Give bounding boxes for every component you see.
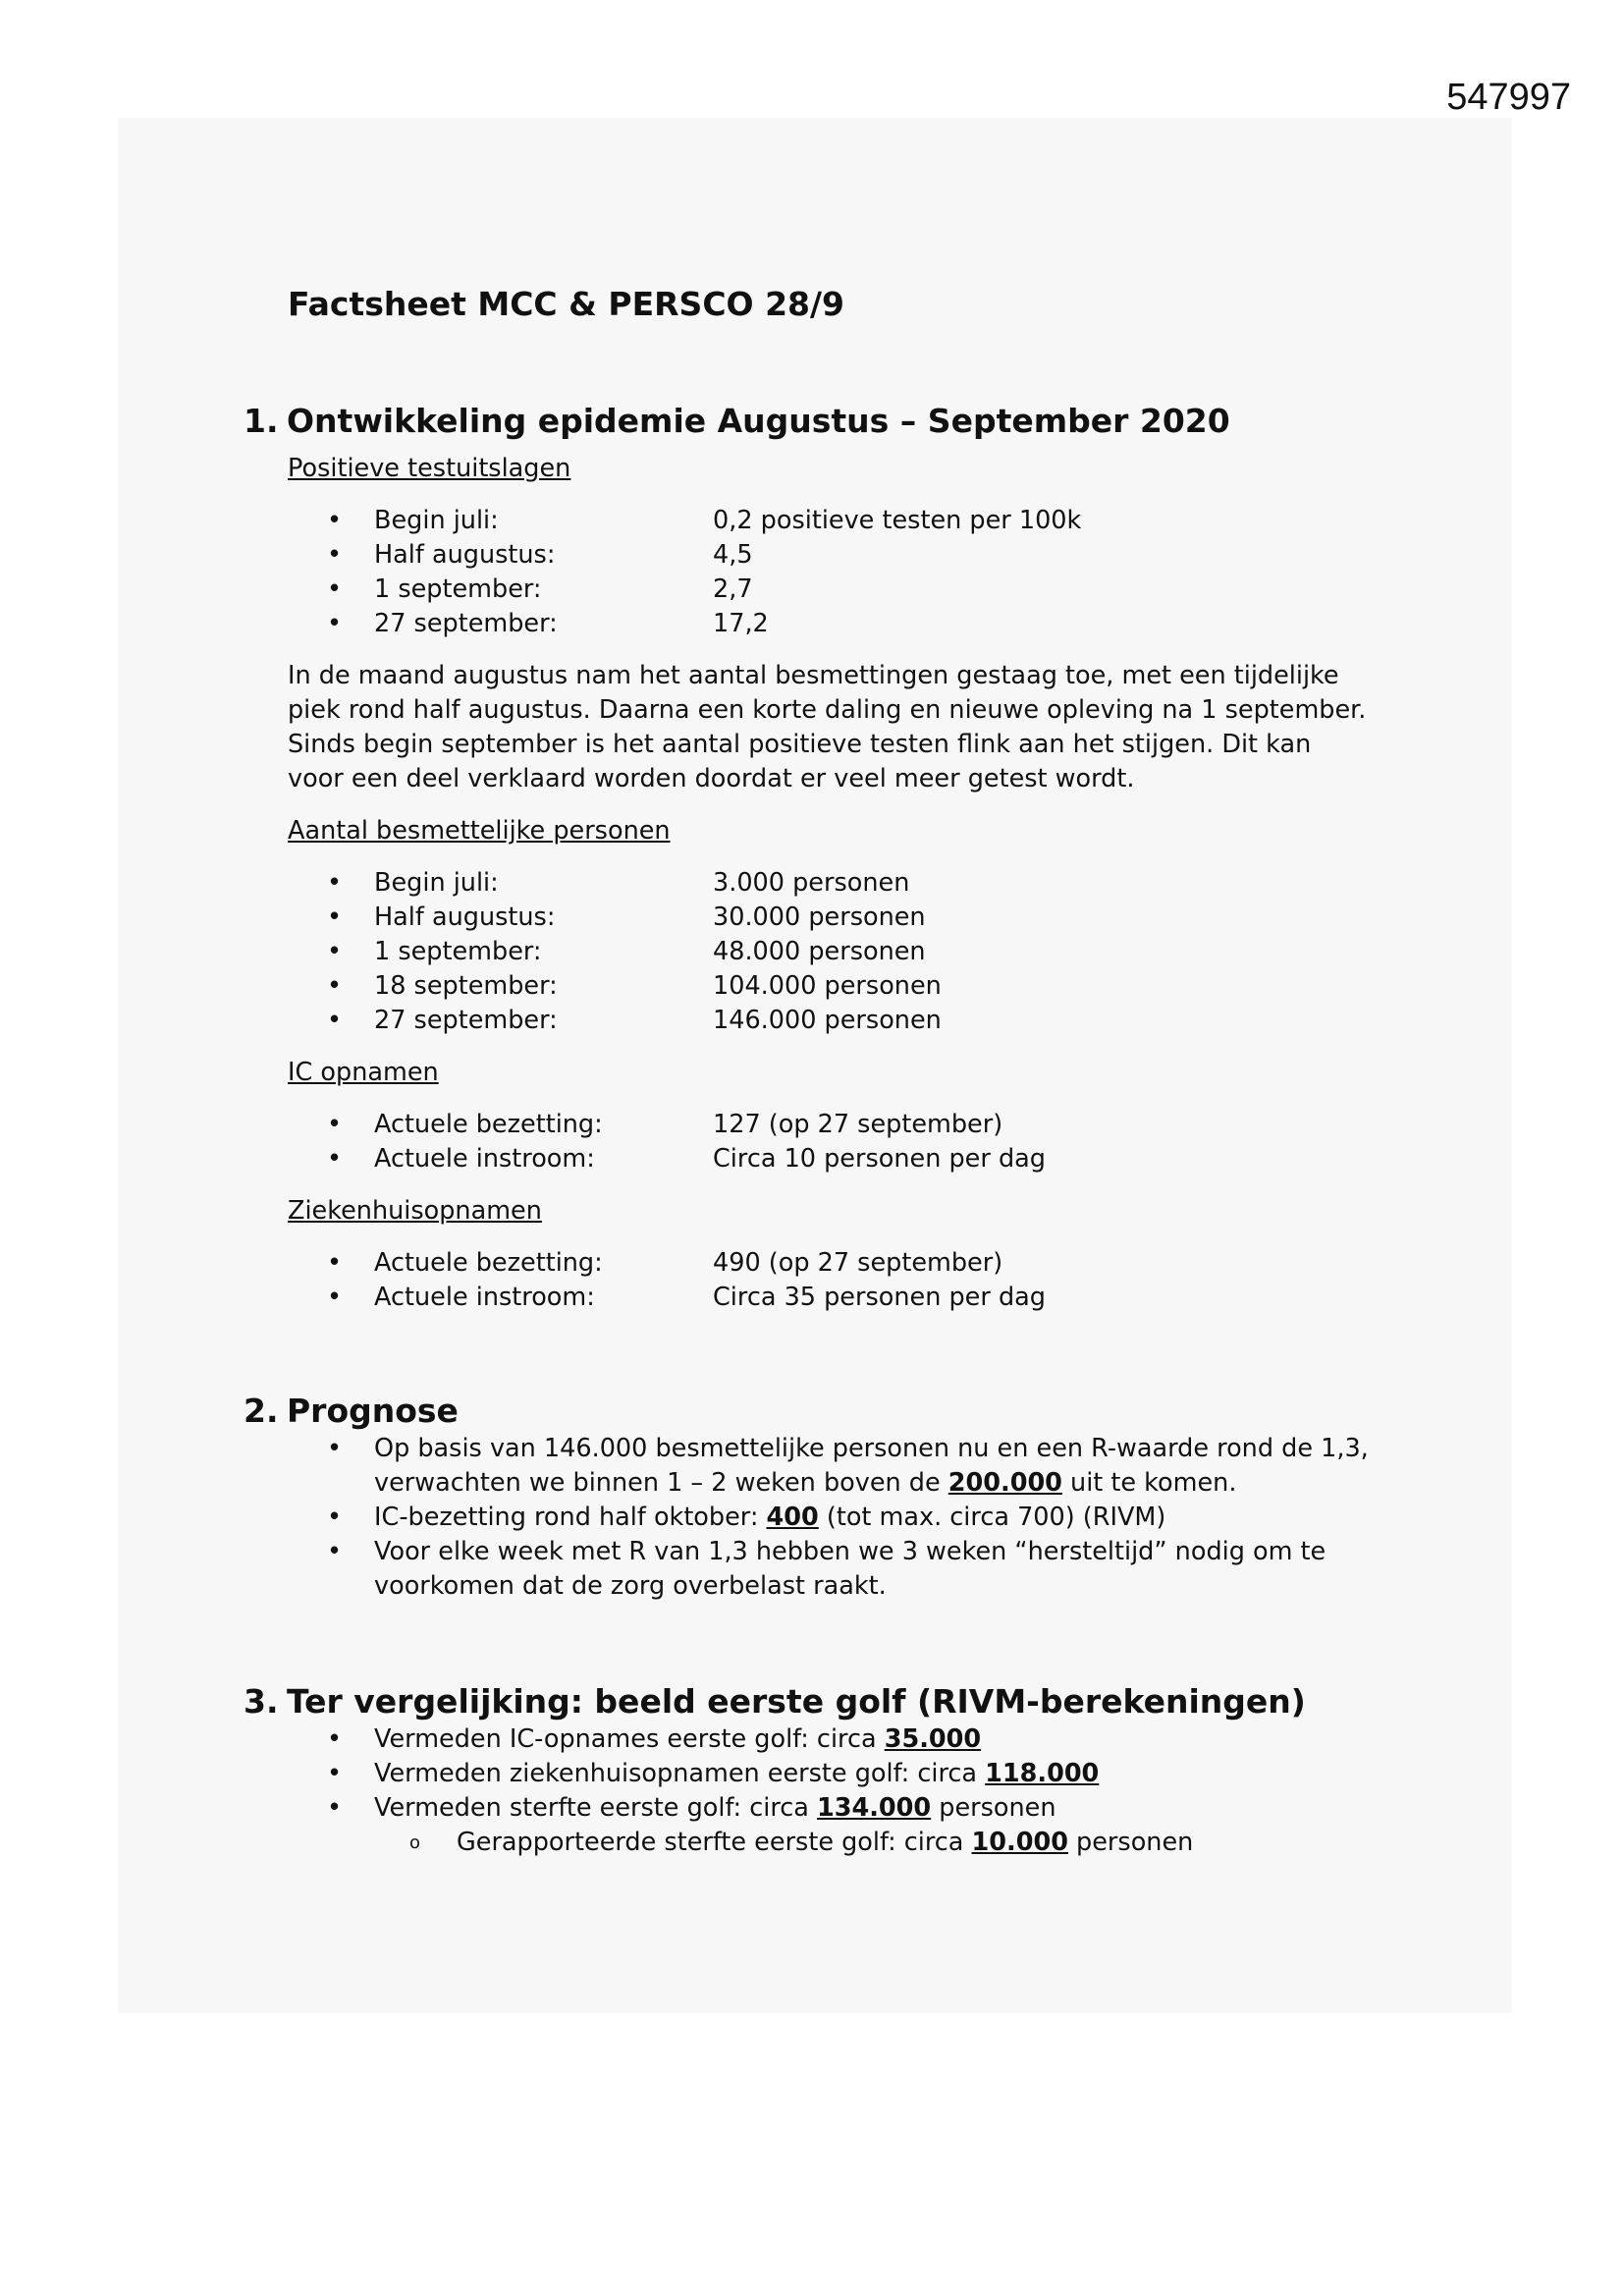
list-item xyxy=(288,1432,1373,1501)
list-item xyxy=(288,1757,1373,1791)
item-label: 1 september: xyxy=(374,937,542,966)
item-label: Actuele bezetting: xyxy=(374,1110,603,1139)
item-value: 17,2 xyxy=(713,609,769,638)
item-value: 127 (op 27 september) xyxy=(713,1110,1003,1139)
prognosis-list xyxy=(288,1432,1373,1604)
item-value: 2,7 xyxy=(713,574,753,604)
section-number: 3. xyxy=(244,1682,279,1721)
list-item xyxy=(288,1004,1373,1038)
section-1-body xyxy=(288,452,1373,1315)
item-text: Voor elke week met R van 1,3 hebben we 3 weken “hersteltijd” nodig om te voorkomen dat de zorg overbelast raakt. xyxy=(374,1537,1326,1601)
section-2-body xyxy=(288,1432,1373,1604)
item-text: uit te komen. xyxy=(1061,1468,1237,1498)
highlight-value: 134.000 xyxy=(817,1793,932,1823)
document-number: 547997 xyxy=(1446,77,1571,118)
item-text: personen xyxy=(1067,1828,1194,1857)
item-label: 1 september: xyxy=(374,574,542,604)
bullet-icon xyxy=(288,1757,374,1791)
highlight-value: 10.000 xyxy=(971,1828,1068,1857)
bullet-icon xyxy=(288,1501,374,1535)
item-value: 0,2 positieve testen per 100k xyxy=(713,506,1082,535)
hospital-admissions-list xyxy=(288,1246,1373,1315)
bullet-icon xyxy=(288,1791,374,1826)
document-body xyxy=(244,285,1373,1878)
bullet-icon xyxy=(288,1432,374,1501)
bullet-icon xyxy=(288,573,374,607)
bullet-icon xyxy=(288,1246,374,1281)
list-item xyxy=(288,1281,1373,1315)
item-label: Begin juli: xyxy=(374,868,499,898)
item-text: Op basis van 146.000 besmettelijke personen nu en een R-waarde rond de 1,3, verwachten we binnen 1 – 2 weken boven de xyxy=(374,1434,1369,1498)
section-number: 1. xyxy=(244,402,279,440)
item-label: 27 september: xyxy=(374,1006,558,1035)
item-label: Actuele instroom: xyxy=(374,1144,595,1174)
first-wave-list xyxy=(288,1722,1373,1860)
section-1-heading xyxy=(244,402,1373,440)
bullet-icon xyxy=(288,504,374,538)
list-item xyxy=(288,901,1373,935)
bullet-icon xyxy=(288,1142,374,1176)
list-item xyxy=(288,607,1373,641)
item-value: 146.000 personen xyxy=(713,1006,942,1035)
list-item-nested xyxy=(288,1826,1373,1860)
item-label: Actuele instroom: xyxy=(374,1283,595,1312)
bullet-icon xyxy=(288,969,374,1004)
item-label: Half augustus: xyxy=(374,902,556,932)
item-value: 104.000 personen xyxy=(713,971,942,1001)
list-item xyxy=(288,504,1373,538)
item-value: Circa 35 personen per dag xyxy=(713,1283,1046,1312)
bullet-icon xyxy=(288,935,374,969)
item-value: 4,5 xyxy=(713,540,753,570)
item-text: IC-bezetting rond half oktober: xyxy=(374,1503,767,1532)
list-item xyxy=(288,1246,1373,1281)
list-item xyxy=(288,1722,1373,1757)
item-value: 48.000 personen xyxy=(713,937,926,966)
list-item xyxy=(288,1501,1373,1535)
subheading-ic-admissions: IC opnamen xyxy=(288,1058,439,1087)
document-title: Factsheet MCC & PERSCO 28/9 xyxy=(288,285,845,323)
list-item xyxy=(288,1142,1373,1176)
item-text: Vermeden sterfte eerste golf: circa xyxy=(374,1793,817,1823)
item-value: 490 (op 27 september) xyxy=(713,1248,1003,1278)
item-value: 30.000 personen xyxy=(713,902,926,932)
bullet-icon xyxy=(288,1004,374,1038)
ic-admissions-list xyxy=(288,1108,1373,1176)
trend-paragraph: In de maand augustus nam het aantal besmettingen gestaag toe, met een tijdelijke piek rond half augustus. Daarna een korte daling en nieuwe opleving na 1 september. Sinds begin september is het aantal positieve testen flink aan het stijgen. Dit kan voor een deel verklaard worden doordat er veel meer getest wordt. xyxy=(288,661,1367,793)
bullet-icon xyxy=(288,901,374,935)
positive-tests-list xyxy=(288,504,1373,641)
list-item xyxy=(288,866,1373,901)
list-item xyxy=(288,538,1373,573)
section-2-heading xyxy=(244,1392,1373,1430)
bullet-icon xyxy=(288,538,374,573)
section-title: Ontwikkeling epidemie Augustus – September 2020 xyxy=(287,402,1230,440)
item-text: Vermeden ziekenhuisopnamen eerste golf: circa xyxy=(374,1759,986,1788)
list-item xyxy=(288,573,1373,607)
highlight-value: 200.000 xyxy=(947,1468,1062,1498)
list-item xyxy=(288,969,1373,1004)
item-text: (tot max. circa 700) (RIVM) xyxy=(818,1503,1166,1532)
bullet-icon xyxy=(288,866,374,901)
item-value: Circa 10 personen per dag xyxy=(713,1144,1046,1174)
list-item xyxy=(288,1108,1373,1142)
bullet-icon xyxy=(288,1722,374,1757)
item-value: 3.000 personen xyxy=(713,868,910,898)
bullet-icon xyxy=(288,1108,374,1142)
subheading-hospital-admissions: Ziekenhuisopnamen xyxy=(288,1196,542,1226)
subheading-positive-tests: Positieve testuitslagen xyxy=(288,454,571,483)
item-label: 18 september: xyxy=(374,971,558,1001)
highlight-value: 118.000 xyxy=(985,1759,1100,1788)
list-item xyxy=(288,1791,1373,1826)
item-label: Actuele bezetting: xyxy=(374,1248,603,1278)
highlight-value: 400 xyxy=(766,1503,819,1532)
bullet-icon xyxy=(288,1535,374,1604)
item-label: 27 september: xyxy=(374,609,558,638)
section-title: Prognose xyxy=(287,1392,459,1430)
item-text: Vermeden IC-opnames eerste golf: circa xyxy=(374,1724,885,1754)
item-text: Gerapporteerde sterfte eerste golf: circa xyxy=(457,1828,972,1857)
list-item xyxy=(288,1535,1373,1604)
bullet-icon xyxy=(288,1281,374,1315)
highlight-value: 35.000 xyxy=(884,1724,982,1754)
section-3-heading xyxy=(244,1682,1373,1721)
circle-bullet-icon xyxy=(370,1826,457,1860)
section-number: 2. xyxy=(244,1392,279,1430)
section-title: Ter vergelijking: beeld eerste golf (RIVM-berekeningen) xyxy=(287,1682,1306,1721)
bullet-icon xyxy=(288,607,374,641)
item-label: Begin juli: xyxy=(374,506,499,535)
infectious-persons-list xyxy=(288,866,1373,1038)
section-3-body xyxy=(288,1722,1373,1860)
subheading-infectious-persons: Aantal besmettelijke personen xyxy=(288,816,671,846)
item-label: Half augustus: xyxy=(374,540,556,570)
item-text: personen xyxy=(931,1793,1056,1823)
list-item xyxy=(288,935,1373,969)
